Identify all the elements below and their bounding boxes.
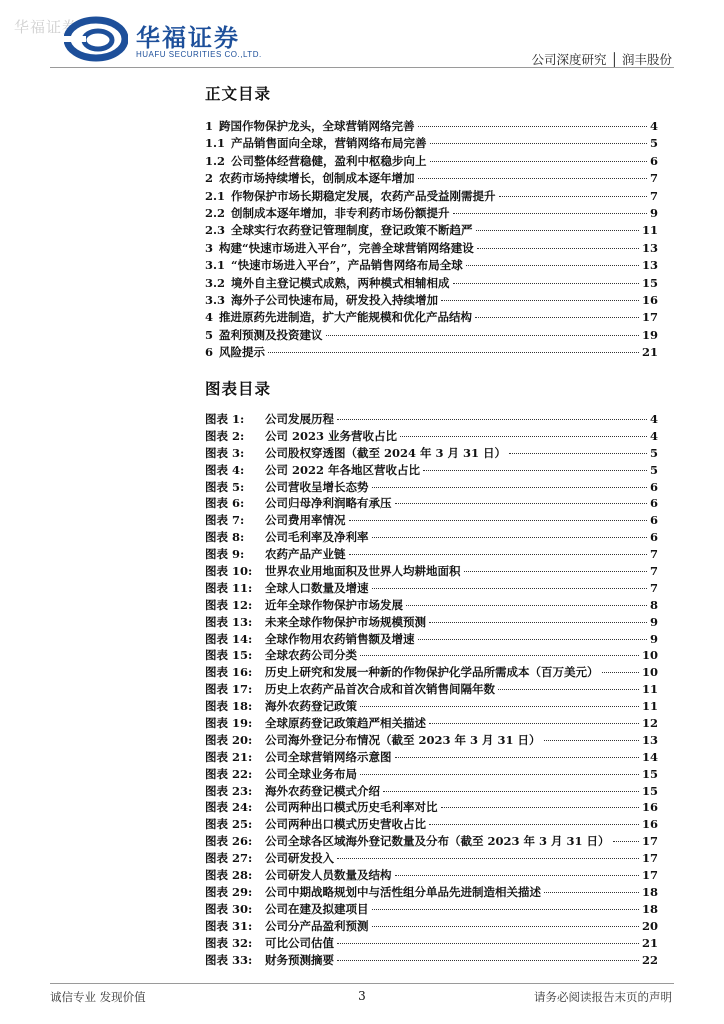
toc-entry-label: 公司整体经营稳健，盈利中枢稳步向上 bbox=[231, 153, 427, 168]
toc-entry-leader-dots bbox=[453, 213, 647, 214]
figure-entry[interactable] bbox=[205, 732, 658, 749]
figure-entry-page: 13 bbox=[641, 732, 658, 747]
toc-entry-number: 3 bbox=[205, 240, 214, 255]
figure-entry-number: 图表 11: bbox=[205, 580, 253, 595]
toc-entry-label: 海外子公司快速布局，研发投入持续增加 bbox=[231, 292, 439, 307]
figure-entry-page: 8 bbox=[649, 597, 658, 612]
toc-entry-number: 1 bbox=[205, 119, 214, 133]
toc-entry-leader-dots bbox=[418, 126, 647, 127]
toc-entry-number: 2.1 bbox=[205, 188, 226, 203]
page-number: 3 bbox=[358, 989, 366, 1003]
figure-entry[interactable] bbox=[205, 698, 658, 715]
toc-entry-page: 15 bbox=[641, 275, 658, 290]
toc-entry-number: 3.1 bbox=[205, 258, 226, 273]
figure-entry[interactable] bbox=[205, 664, 658, 681]
figure-entry[interactable] bbox=[205, 816, 658, 833]
figure-entry-leader-dots bbox=[400, 436, 647, 437]
figure-entry-page: 6 bbox=[649, 496, 658, 511]
figure-entry-label: 农药产品产业链 bbox=[265, 547, 346, 562]
figure-entry-number: 图表 20: bbox=[205, 732, 253, 747]
figure-entry-label: 公司在建及拟建项目 bbox=[265, 901, 369, 916]
toc-entry-page: 5 bbox=[649, 136, 658, 151]
figure-entry[interactable] bbox=[205, 935, 658, 952]
toc-entry-leader-dots bbox=[475, 317, 639, 318]
toc-entry[interactable] bbox=[205, 327, 658, 344]
toc-entry-number: 1.2 bbox=[205, 153, 226, 168]
toc-entry-number: 5 bbox=[205, 327, 214, 342]
figure-entry-page: 6 bbox=[649, 513, 658, 528]
toc-entry-page: 13 bbox=[641, 240, 658, 255]
toc-entry-page: 7 bbox=[649, 188, 658, 203]
toc-entry-page: 17 bbox=[641, 310, 658, 325]
toc-entry-page: 11 bbox=[641, 223, 658, 238]
figure-entry-number: 图表 18: bbox=[205, 699, 253, 714]
toc-entry-label: 构建“快速市场进入平台”，完善全球营销网络建设 bbox=[219, 240, 474, 255]
toc-entry[interactable] bbox=[205, 344, 658, 361]
figure-entry[interactable] bbox=[205, 411, 658, 428]
toc-entry[interactable] bbox=[205, 257, 658, 274]
toc-entry-page: 9 bbox=[649, 205, 658, 220]
toc-entry-label: 农药市场持续增长，创制成本逐年增加 bbox=[219, 171, 415, 186]
figure-entry[interactable] bbox=[205, 445, 658, 462]
figure-entry-number: 图表 12: bbox=[205, 597, 253, 612]
figure-entry-label: 公司研发人员数量及结构 bbox=[265, 868, 392, 883]
toc-entry[interactable] bbox=[205, 292, 658, 309]
toc-entry[interactable] bbox=[205, 222, 658, 239]
figure-entry-label: 世界农业用地面积及世界人均耕地面积 bbox=[265, 564, 461, 579]
figure-entry-leader-dots bbox=[372, 926, 639, 927]
toc-entry-label: 全球实行农药登记管理制度，登记政策不断趋严 bbox=[231, 223, 473, 238]
figure-entry-number: 图表 22: bbox=[205, 766, 253, 781]
toc-list bbox=[205, 118, 658, 361]
figure-entry[interactable] bbox=[205, 799, 658, 816]
figure-entry-leader-dots bbox=[613, 841, 639, 842]
figure-entry-label: 公司全球业务布局 bbox=[265, 766, 357, 781]
figure-entry[interactable] bbox=[205, 580, 658, 597]
figure-entry-page: 16 bbox=[641, 817, 658, 832]
figure-entry[interactable] bbox=[205, 766, 658, 783]
toc-entry-page: 13 bbox=[641, 258, 658, 273]
figure-entry-number: 图表 28: bbox=[205, 868, 253, 883]
figure-entry-label: 公司毛利率及净利率 bbox=[265, 530, 369, 545]
logo-english-text: HUAFU SECURITIES CO.,LTD. bbox=[136, 50, 262, 59]
toc-entry[interactable] bbox=[205, 153, 658, 170]
figure-entry-label: 全球作物用农药销售额及增速 bbox=[265, 631, 415, 646]
figure-entry-label: 公司研发投入 bbox=[265, 851, 334, 866]
figure-entry[interactable] bbox=[205, 631, 658, 648]
figure-entry-page: 7 bbox=[649, 564, 658, 579]
figure-entry-leader-dots bbox=[372, 487, 647, 488]
figure-entry-number: 图表 24: bbox=[205, 800, 253, 815]
figure-entry-number: 图表 23: bbox=[205, 783, 253, 798]
figure-entry[interactable] bbox=[205, 783, 658, 800]
figure-entry-label: 海外农药登记模式介绍 bbox=[265, 783, 380, 798]
figure-entry-number: 图表 6: bbox=[205, 496, 245, 511]
figure-entry-page: 18 bbox=[641, 884, 658, 899]
figure-entry-page: 15 bbox=[641, 783, 658, 798]
figure-entry-leader-dots bbox=[418, 639, 647, 640]
figure-entry-leader-dots bbox=[349, 520, 647, 521]
figure-entry[interactable] bbox=[205, 647, 658, 664]
toc-entry-page: 4 bbox=[649, 119, 658, 133]
figure-entry-leader-dots bbox=[509, 453, 647, 454]
toc-entry-page: 21 bbox=[641, 345, 658, 360]
figure-entry-label: 公司归母净利润略有承压 bbox=[265, 496, 392, 511]
figure-entry-page: 9 bbox=[649, 631, 658, 646]
figure-entry-label: 未来全球作物保护市场规模预测 bbox=[265, 614, 426, 629]
figure-entry-label: 公司分产品盈利预测 bbox=[265, 918, 369, 933]
figure-entry-leader-dots bbox=[360, 655, 639, 656]
logo-brand-text: 华福证券 bbox=[136, 24, 240, 52]
header-divider bbox=[50, 67, 674, 68]
toc-entry-leader-dots bbox=[326, 335, 639, 336]
figure-entry-number: 图表 14: bbox=[205, 631, 253, 646]
figure-entry-number: 图表 4: bbox=[205, 462, 245, 477]
figure-entry-number: 图表 26: bbox=[205, 834, 253, 849]
figure-entry-label: 公司营收呈增长态势 bbox=[265, 479, 369, 494]
figure-entry-leader-dots bbox=[602, 672, 639, 673]
figure-entry-number: 图表 19: bbox=[205, 716, 253, 731]
figure-entry-leader-dots bbox=[372, 909, 639, 910]
figure-entry-number: 图表 31: bbox=[205, 918, 253, 933]
figure-entry-page: 5 bbox=[649, 445, 658, 460]
figure-entry[interactable] bbox=[205, 918, 658, 935]
figure-entry-number: 图表 9: bbox=[205, 547, 245, 562]
figure-entry-page: 12 bbox=[641, 716, 658, 731]
toc-entry-page: 6 bbox=[649, 153, 658, 168]
figure-entry-page: 6 bbox=[649, 530, 658, 545]
toc-entry[interactable] bbox=[205, 240, 658, 257]
footer-disclaimer: 请务必阅读报告末页的声明 bbox=[534, 990, 672, 1004]
figure-entry[interactable] bbox=[205, 952, 658, 969]
figure-entry-label: 公司全球各区域海外登记数量及分布（截至 2023 年 3 月 31 日） bbox=[265, 834, 610, 849]
figure-entry[interactable] bbox=[205, 681, 658, 698]
toc-entry-number: 3.2 bbox=[205, 275, 226, 290]
figure-entry-leader-dots bbox=[372, 537, 647, 538]
figure-entry-number: 图表 15: bbox=[205, 648, 253, 663]
figure-entry-page: 14 bbox=[641, 749, 658, 764]
figure-entry-leader-dots bbox=[337, 419, 647, 420]
figure-entry-leader-dots bbox=[429, 824, 639, 825]
figure-entry-label: 公司费用率情况 bbox=[265, 513, 346, 528]
figure-entry-number: 图表 10: bbox=[205, 564, 253, 579]
toc-entry-leader-dots bbox=[466, 265, 639, 266]
figure-entry-page: 17 bbox=[641, 851, 658, 866]
toc-entry[interactable] bbox=[205, 135, 658, 152]
figure-entry-page: 10 bbox=[641, 648, 658, 663]
toc-entry-page: 19 bbox=[641, 327, 658, 342]
figure-entry-page: 5 bbox=[649, 462, 658, 477]
figure-entry-number: 图表 25: bbox=[205, 817, 253, 832]
toc-entry-label: 风险提示 bbox=[219, 345, 266, 360]
figure-entry-label: 公司两种出口模式历史营收占比 bbox=[265, 817, 426, 832]
toc-entry[interactable] bbox=[205, 205, 658, 222]
figure-entry-label: 全球人口数量及增速 bbox=[265, 580, 369, 595]
figure-entry[interactable] bbox=[205, 529, 658, 546]
figure-entry-label: 公司股权穿透图（截至 2024 年 3 月 31 日） bbox=[265, 445, 507, 460]
figure-entry[interactable] bbox=[205, 495, 658, 512]
figure-entry[interactable] bbox=[205, 428, 658, 445]
toc-entry-leader-dots bbox=[476, 230, 639, 231]
figure-entry-page: 17 bbox=[641, 868, 658, 883]
figure-entry-leader-dots bbox=[372, 588, 647, 589]
toc-entry-number: 6 bbox=[205, 345, 214, 360]
figure-entry-label: 公司 2023 业务营收占比 bbox=[265, 428, 398, 443]
toc-entry-label: 境外自主登记模式成熟，两种模式相辅相成 bbox=[231, 275, 450, 290]
toc-entry-leader-dots bbox=[499, 196, 647, 197]
figure-entry-number: 图表 33: bbox=[205, 952, 253, 967]
toc-entry-leader-dots bbox=[477, 248, 639, 249]
toc-entry-leader-dots bbox=[430, 143, 647, 144]
logo-swirl-icon bbox=[64, 16, 128, 62]
footer-divider bbox=[50, 983, 674, 984]
figure-entry-number: 图表 17: bbox=[205, 682, 253, 697]
report-type-label: 公司深度研究 │ 润丰股份 bbox=[531, 52, 672, 67]
figure-entry[interactable] bbox=[205, 462, 658, 479]
figure-entry-number: 图表 5: bbox=[205, 479, 245, 494]
figure-entry-page: 7 bbox=[649, 547, 658, 562]
figure-entry-leader-dots bbox=[498, 689, 639, 690]
figure-entry[interactable] bbox=[205, 901, 658, 918]
toc-entry-leader-dots bbox=[430, 161, 647, 162]
figure-entry-leader-dots bbox=[464, 571, 647, 572]
figure-entry[interactable] bbox=[205, 715, 658, 732]
toc-entry-label: 作物保护市场长期稳定发展，农药产品受益刚需提升 bbox=[231, 188, 496, 203]
figure-entry-label: 历史上农药产品首次合成和首次销售间隔年数 bbox=[265, 682, 495, 697]
figure-entry-page: 4 bbox=[649, 412, 658, 426]
toc-entry-label: 跨国作物保护龙头，全球营销网络完善 bbox=[219, 119, 415, 133]
toc-entry-label: 盈利预测及投资建议 bbox=[219, 327, 323, 342]
figure-entry-leader-dots bbox=[395, 503, 647, 504]
toc-entry-label: 产品销售面向全球，营销网络布局完善 bbox=[231, 136, 427, 151]
figure-entry-leader-dots bbox=[383, 791, 639, 792]
figure-entry-page: 15 bbox=[641, 766, 658, 781]
figure-entry-leader-dots bbox=[337, 858, 639, 859]
figure-entry-page: 7 bbox=[649, 580, 658, 595]
figure-entry-leader-dots bbox=[406, 605, 647, 606]
toc-entry[interactable] bbox=[205, 188, 658, 205]
toc-entry-number: 2.3 bbox=[205, 223, 226, 238]
figure-entry-page: 6 bbox=[649, 479, 658, 494]
figure-entry-leader-dots bbox=[423, 470, 647, 471]
figure-entry[interactable] bbox=[205, 512, 658, 529]
figure-entry-number: 图表 13: bbox=[205, 614, 253, 629]
figure-entry-page: 4 bbox=[649, 428, 658, 443]
toc-entry[interactable] bbox=[205, 170, 658, 187]
figure-entry-page: 11 bbox=[641, 699, 658, 714]
figure-entry-number: 图表 3: bbox=[205, 445, 245, 460]
toc-entry-leader-dots bbox=[441, 300, 639, 301]
figure-entry-page: 20 bbox=[641, 918, 658, 933]
figure-entry-label: 公司两种出口模式历史毛利率对比 bbox=[265, 800, 438, 815]
toc-entry-number: 2 bbox=[205, 171, 214, 186]
figure-entry-leader-dots bbox=[360, 774, 639, 775]
figure-entry-number: 图表 16: bbox=[205, 665, 253, 680]
figure-entry-leader-dots bbox=[429, 622, 647, 623]
toc-entry-number: 1.1 bbox=[205, 136, 226, 151]
figure-entry[interactable] bbox=[205, 597, 658, 614]
toc-entry-number: 4 bbox=[205, 310, 214, 325]
figure-entry-page: 11 bbox=[641, 682, 658, 697]
figure-entry-leader-dots bbox=[395, 757, 639, 758]
figure-entry-leader-dots bbox=[544, 740, 639, 741]
figure-entry-number: 图表 2: bbox=[205, 428, 245, 443]
figure-entry-leader-dots bbox=[360, 706, 639, 707]
toc-entry[interactable] bbox=[205, 118, 658, 135]
toc-entry-page: 7 bbox=[649, 171, 658, 186]
figure-entry-label: 公司中期战略规划中与活性组分单品先进制造相关描述 bbox=[265, 884, 541, 899]
figure-entry-leader-dots bbox=[395, 875, 639, 876]
figure-entry[interactable] bbox=[205, 546, 658, 563]
company-logo bbox=[64, 16, 274, 64]
figure-entry-number: 图表 7: bbox=[205, 513, 245, 528]
figure-entry-leader-dots bbox=[337, 943, 639, 944]
figure-entry-leader-dots bbox=[544, 892, 639, 893]
figure-entry[interactable] bbox=[205, 479, 658, 496]
figure-entry-label: 公司 2022 年各地区营收占比 bbox=[265, 462, 421, 477]
toc-title: 正文目录 bbox=[205, 85, 272, 103]
toc-entry-number: 3.3 bbox=[205, 292, 226, 307]
figure-entry-page: 18 bbox=[641, 901, 658, 916]
figure-entry-number: 图表 1: bbox=[205, 412, 245, 426]
figure-entry[interactable] bbox=[205, 563, 658, 580]
figure-entry-number: 图表 8: bbox=[205, 530, 245, 545]
figure-entry[interactable] bbox=[205, 884, 658, 901]
figure-entry-label: 全球农药公司分类 bbox=[265, 648, 357, 663]
toc-entry-label: “快速市场进入平台”，产品销售网络布局全球 bbox=[231, 258, 463, 273]
figures-list bbox=[205, 411, 658, 968]
toc-entry-label: 推进原药先进制造，扩大产能规模和优化产品结构 bbox=[219, 310, 473, 325]
footer-slogan: 诚信专业 发现价值 bbox=[50, 990, 146, 1004]
figure-entry-leader-dots bbox=[429, 723, 639, 724]
toc-entry-leader-dots bbox=[268, 352, 639, 353]
figure-entry-label: 公司发展历程 bbox=[265, 412, 334, 426]
figure-entry-number: 图表 32: bbox=[205, 935, 253, 950]
figure-entry-label: 全球原药登记政策趋严相关描述 bbox=[265, 716, 426, 731]
figure-entry-leader-dots bbox=[441, 807, 639, 808]
figure-entry-page: 16 bbox=[641, 800, 658, 815]
figures-title: 图表目录 bbox=[205, 380, 272, 398]
figure-entry-label: 财务预测摘要 bbox=[265, 952, 334, 967]
toc-entry-leader-dots bbox=[453, 283, 639, 284]
toc-entry-page: 16 bbox=[641, 292, 658, 307]
figure-entry-leader-dots bbox=[337, 960, 639, 961]
figure-entry-label: 公司全球营销网络示意图 bbox=[265, 749, 392, 764]
figure-entry-leader-dots bbox=[349, 554, 647, 555]
figure-entry[interactable] bbox=[205, 867, 658, 884]
figure-entry-label: 公司海外登记分布情况（截至 2023 年 3 月 31 日） bbox=[265, 732, 541, 747]
watermark: 华福证券 bbox=[14, 18, 79, 36]
toc-entry-number: 2.2 bbox=[205, 205, 226, 220]
figure-entry[interactable] bbox=[205, 614, 658, 631]
figure-entry-label: 近年全球作物保护市场发展 bbox=[265, 597, 403, 612]
figure-entry-label: 历史上研究和发展一种新的作物保护化学品所需成本（百万美元） bbox=[265, 665, 599, 680]
figure-entry-page: 17 bbox=[641, 834, 658, 849]
figure-entry-number: 图表 27: bbox=[205, 851, 253, 866]
toc-entry-leader-dots bbox=[418, 178, 647, 179]
figure-entry[interactable] bbox=[205, 833, 658, 850]
figure-entry-label: 海外农药登记政策 bbox=[265, 699, 357, 714]
figure-entry[interactable] bbox=[205, 850, 658, 867]
figure-entry-number: 图表 30: bbox=[205, 901, 253, 916]
toc-entry[interactable] bbox=[205, 275, 658, 292]
figure-entry-number: 图表 29: bbox=[205, 884, 253, 899]
figure-entry-number: 图表 21: bbox=[205, 749, 253, 764]
toc-entry-label: 创制成本逐年增加，非专利药市场份额提升 bbox=[231, 205, 450, 220]
figure-entry-label: 可比公司估值 bbox=[265, 935, 334, 950]
toc-entry[interactable] bbox=[205, 309, 658, 326]
figure-entry-page: 9 bbox=[649, 614, 658, 629]
figure-entry-page: 22 bbox=[641, 952, 658, 967]
figure-entry-page: 21 bbox=[641, 935, 658, 950]
figure-entry[interactable] bbox=[205, 749, 658, 766]
figure-entry-page: 10 bbox=[641, 665, 658, 680]
